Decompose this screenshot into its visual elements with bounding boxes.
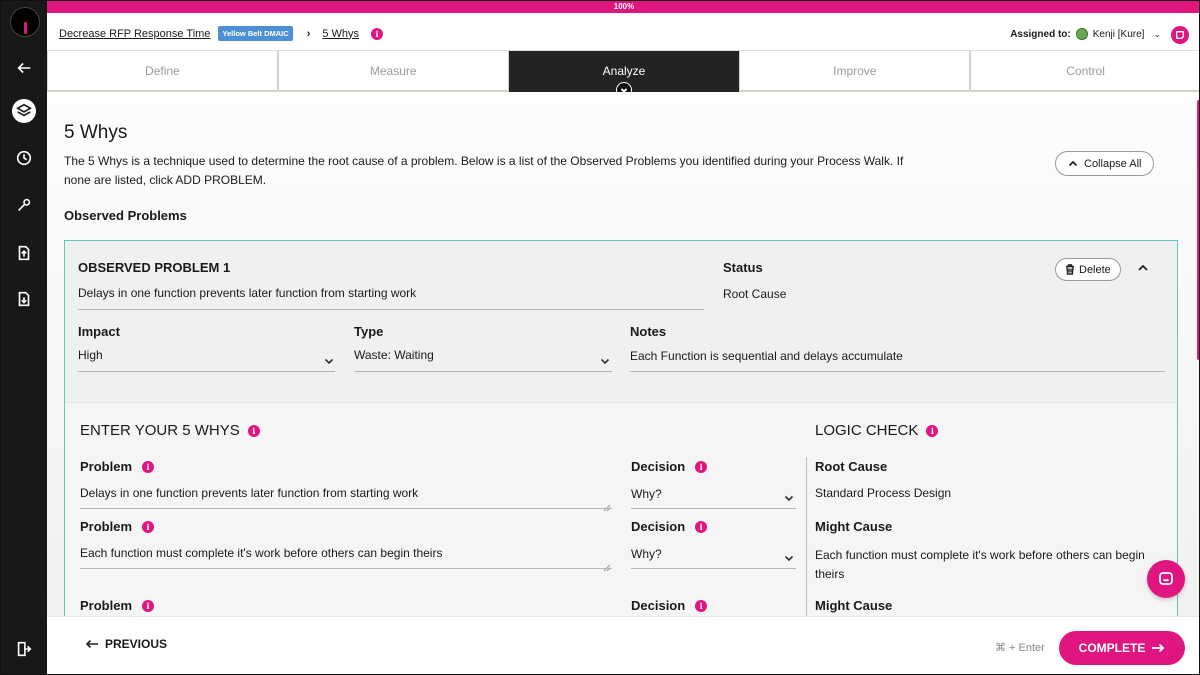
tab-analyze[interactable]: [509, 51, 740, 92]
main-content: [47, 92, 1200, 616]
why-2-decision-select[interactable]: Why?: [631, 547, 662, 561]
five-whys-heading: [80, 422, 260, 439]
info-icon[interactable]: i: [695, 521, 707, 533]
impact-select[interactable]: High: [78, 348, 103, 362]
info-icon[interactable]: i: [695, 461, 707, 473]
why-1-decision-select[interactable]: Why?: [631, 487, 662, 501]
observed-problem-card: [64, 240, 1178, 616]
status-label: Status: [723, 260, 763, 275]
notes-icon[interactable]: [1171, 26, 1189, 44]
page-title: 5 Whys: [64, 122, 128, 143]
why-2-problem-label: [80, 519, 154, 534]
chevron-down-icon[interactable]: ⌄: [1153, 28, 1161, 39]
why-1-problem-label: [80, 459, 154, 474]
observed-problems-heading: Observed Problems: [64, 208, 187, 223]
logout-icon[interactable]: [12, 637, 36, 661]
notes-field[interactable]: Each Function is sequential and delays accumulate: [630, 349, 903, 363]
divider: [354, 371, 612, 372]
complete-button[interactable]: [1059, 631, 1185, 665]
header: [47, 13, 1200, 50]
breadcrumb-separator-icon: ›: [306, 27, 311, 40]
why-1-decision-label: [631, 459, 707, 474]
why-1-decision-label-text: Decision: [631, 459, 686, 474]
arrow-left-icon: [85, 639, 99, 649]
upload-file-icon[interactable]: [12, 241, 36, 265]
progress-bar: [47, 1, 1200, 13]
info-icon[interactable]: i: [142, 600, 154, 612]
complete-label: COMPLETE: [1078, 641, 1146, 655]
resize-handle-icon[interactable]: [603, 559, 611, 567]
chevron-up-icon: [1068, 159, 1078, 169]
why-1-logic-value: Standard Process Design: [815, 486, 952, 500]
resize-handle-icon[interactable]: [603, 499, 611, 507]
tab-analyze-label: Analyze: [602, 63, 646, 78]
why-2-problem-field[interactable]: Each function must complete it's work before others can begin theirs: [80, 546, 443, 560]
why-3-logic-label: Might Cause: [815, 598, 893, 613]
app-logo[interactable]: [10, 7, 40, 37]
why-3-decision-label: [631, 598, 707, 613]
problem-description-field[interactable]: Delays in one function prevents later function from starting work: [78, 286, 417, 300]
chat-icon[interactable]: [1147, 560, 1185, 598]
why-3-problem-label-text: Problem: [80, 598, 133, 613]
logic-check-heading-text: LOGIC CHECK: [815, 422, 919, 439]
info-icon[interactable]: i: [248, 425, 260, 437]
impact-label: Impact: [78, 324, 120, 339]
tab-measure[interactable]: Measure: [278, 51, 509, 92]
tab-define[interactable]: Define: [47, 51, 278, 92]
divider: [631, 568, 796, 569]
assignee-name: Kenji [Kure]: [1092, 28, 1145, 40]
chevron-down-icon[interactable]: [784, 490, 794, 500]
belt-badge: Yellow Belt DMAIC: [218, 26, 292, 41]
collapse-all-button[interactable]: [1055, 151, 1154, 176]
assigned-to[interactable]: [1010, 28, 1161, 40]
phase-tabs: [47, 50, 1200, 92]
avatar: [1076, 28, 1088, 40]
five-whys-heading-text: ENTER YOUR 5 WHYS: [80, 422, 240, 439]
collapse-all-label: Collapse All: [1084, 157, 1142, 170]
divider: [631, 508, 796, 509]
previous-label: PREVIOUS: [105, 637, 168, 651]
tab-control[interactable]: Control: [970, 51, 1200, 92]
type-select[interactable]: Waste: Waiting: [354, 348, 434, 362]
why-2-decision-label-text: Decision: [631, 519, 686, 534]
breadcrumb: [59, 26, 383, 41]
info-icon[interactable]: i: [926, 425, 938, 437]
chevron-down-icon[interactable]: [784, 550, 794, 560]
chevron-down-icon[interactable]: [324, 353, 334, 363]
why-3-decision-label-text: Decision: [631, 598, 686, 613]
status-value: Root Cause: [723, 287, 787, 301]
chevron-down-icon[interactable]: [600, 353, 610, 363]
delete-button[interactable]: [1055, 258, 1121, 281]
info-icon[interactable]: i: [142, 461, 154, 473]
clock-icon[interactable]: [12, 146, 36, 170]
why-2-problem-label-text: Problem: [80, 519, 133, 534]
divider: [80, 508, 612, 509]
back-arrow-icon[interactable]: [12, 56, 36, 80]
logic-check-heading: [815, 422, 938, 439]
notes-label: Notes: [630, 324, 667, 339]
footer: [47, 616, 1200, 675]
problem-summary: [65, 241, 1177, 403]
sidebar: [1, 1, 47, 675]
assigned-label: Assigned to:: [1010, 28, 1071, 40]
why-2-logic-label: Might Cause: [815, 519, 893, 534]
wrench-icon[interactable]: [12, 193, 36, 217]
delete-label: Delete: [1079, 263, 1111, 276]
trash-icon: [1065, 264, 1075, 275]
info-icon[interactable]: i: [142, 521, 154, 533]
arrow-right-icon: [1151, 643, 1165, 653]
info-icon[interactable]: i: [695, 600, 707, 612]
type-label: Type: [354, 324, 384, 339]
why-3-problem-label: [80, 598, 154, 613]
why-1-logic-label: Root Cause: [815, 459, 888, 474]
chevron-up-icon[interactable]: [1137, 261, 1151, 275]
breadcrumb-current-link[interactable]: 5 Whys: [322, 27, 360, 40]
why-1-problem-label-text: Problem: [80, 459, 133, 474]
why-1-problem-field[interactable]: Delays in one function prevents later function from starting work: [80, 486, 419, 500]
problem-heading: OBSERVED PROBLEM 1: [78, 260, 231, 275]
tab-improve[interactable]: Improve: [739, 51, 970, 92]
download-file-icon[interactable]: [12, 287, 36, 311]
page-intro: The 5 Whys is a technique used to determine the root cause of a problem. Below is a list of the Observed Problems you identified during your Process Walk. If none are listed, click ADD PROBLEM.: [64, 154, 904, 187]
logic-divider: [806, 457, 807, 616]
layers-icon[interactable]: [12, 99, 36, 123]
breadcrumb-project-link[interactable]: Decrease RFP Response Time: [59, 27, 211, 40]
why-2-decision-label: [631, 519, 707, 534]
divider: [78, 309, 704, 310]
divider: [80, 568, 612, 569]
divider: [78, 371, 335, 372]
why-2-logic-value: Each function must complete it's work before others can begin theirs: [815, 548, 1145, 581]
info-icon[interactable]: i: [371, 28, 383, 40]
keyboard-shortcut-hint: ⌘ + Enter: [995, 642, 1045, 654]
progress-label: 100%: [613, 2, 635, 11]
previous-button[interactable]: [85, 637, 167, 651]
divider: [630, 371, 1165, 372]
